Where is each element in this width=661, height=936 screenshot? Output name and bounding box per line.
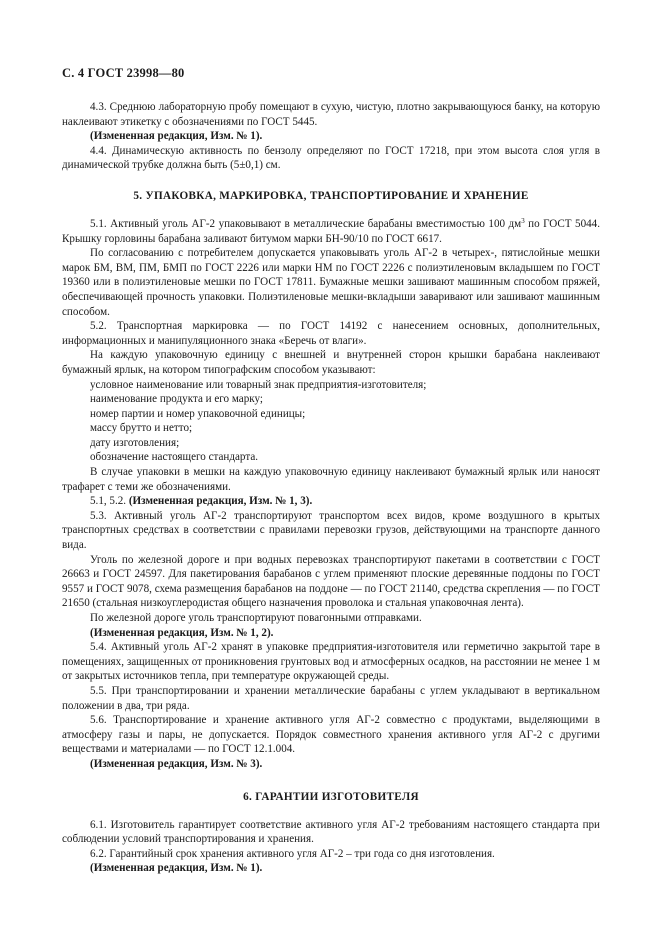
section-5-title: 5. УПАКОВКА, МАРКИРОВКА, ТРАНСПОРТИРОВАНИЕ И ХРАНЕНИЕ bbox=[133, 189, 529, 202]
running-head: С. 4 ГОСТ 23998—80 bbox=[62, 66, 185, 80]
amendment-note: (Измененная редакция, Изм. № 1, 3). bbox=[128, 495, 313, 508]
paragraph: 6.2. Гарантийный срок хранения активного угля АГ-2 – три года со дня изготовления. bbox=[90, 847, 495, 860]
paragraph: 5.5. При транспортировании и хранении металлические барабаны с углем укладывают в вертикальном положении в два, три ряда. bbox=[62, 684, 600, 712]
paragraph-ref-5-1-5-2 bbox=[62, 494, 600, 509]
label-list-item: номер партии и номер упаковочной единицы; bbox=[90, 407, 306, 420]
label-list-item: обозначение настоящего стандарта. bbox=[90, 451, 259, 464]
paragraph: 5.3. Активный уголь АГ-2 транспортируют транспортом всех видов, кроме воздушного в крытых транспортных средствах в соответствии с правилами перевозки грузов, действующими на транспорте данного вида. bbox=[62, 509, 600, 552]
amendment-note: (Измененная редакция, Изм. № 3). bbox=[90, 757, 263, 770]
paragraph-bag-labels: В случае упаковки в мешки на каждую упаковочную единицу наклеивают бумажный ярлык или наносят трафарет с теми же обозначениями. bbox=[62, 466, 600, 493]
label-list-item: условное наименование или товарный знак предприятия-изготовителя; bbox=[90, 378, 427, 391]
ref-prefix: 5.1, 5.2. bbox=[90, 495, 129, 508]
amendment-note: (Измененная редакция, Изм. № 1, 2). bbox=[90, 626, 274, 639]
paragraph: 5.4. Активный уголь АГ-2 хранят в упаковке предприятия-изготовителя или герметично закрытой таре в помещениях, защищенных от проникновения грунтовых вод и атмосферных осадков, на расстоянии не менее 1 м от закрытых источников тепла, при температуре окружающей среды. bbox=[62, 641, 600, 683]
section-6-body bbox=[62, 818, 600, 876]
paragraph-4-3: 4.3. Среднюю лабораторную пробу помещают в сухую, чистую, плотно закрывающуюся банку, на которую наклеивают этикетку с обозначениями по ГОСТ 5445. bbox=[62, 101, 600, 128]
paragraph-bags: По согласованию с потребителем допускается упаковывать уголь АГ-2 в четырех-, пятислойные мешки марок БМ, ВМ, ПМ, БМП по ГОСТ 2226 или марки НМ по ГОСТ 2226 с полиэтиленовым вкладышем по ГОСТ 19360 или в полиэтиленовые мешки по ГОСТ 17811. Бумажные мешки зашивают машинным способом пряжей, обеспечивающей прочность упаковки. Полиэтиленовые мешки-вкладыши заваривают или зашивают машинным способом. bbox=[62, 247, 600, 318]
label-list-item: наименование продукта и его марку; bbox=[90, 393, 263, 406]
label-list-item: массу брутто и нетто; bbox=[90, 422, 193, 435]
paragraph-4-4: 4.4. Динамическую активность по бензолу определяют по ГОСТ 17218, при этом высота слоя угля в динамической трубке должна быть (5±0,1) см. bbox=[62, 144, 600, 172]
paragraph-5-1 bbox=[62, 217, 600, 246]
document-page bbox=[62, 66, 600, 876]
paragraph-5-2: 5.2. Транспортная маркировка — по ГОСТ 14192 с нанесением основных, дополнительных, информационных и манипуляционного знака «Беречь от влаги». bbox=[62, 320, 600, 347]
label-list-item: дату изготовления; bbox=[90, 436, 180, 449]
section-6-title: 6. ГАРАНТИИ ИЗГОТОВИТЕЛЯ bbox=[243, 790, 419, 803]
amendment-note: (Измененная редакция, Изм. № 1). bbox=[90, 862, 263, 875]
paragraph-5-1-text-a: 5.1. Активный уголь АГ-2 упаковывают в металлические барабаны вместимостью 100 дм bbox=[90, 217, 522, 230]
paragraph: 5.6. Транспортирование и хранение активного угля АГ-2 совместно с продуктами, выделяющими в атмосферу газы и пары, не допускается. Порядок совместного хранения активного угля АГ-2 с другими веществами и материалами — по ГОСТ 12.1.004. bbox=[62, 714, 600, 756]
cubic-superscript: 3 bbox=[521, 216, 525, 225]
paragraph: 6.1. Изготовитель гарантирует соответствие активного угля АГ-2 требованиям настоящего стандарта при соблюдении условий транспортирования и хранения. bbox=[62, 818, 600, 846]
paragraph: По железной дороге уголь транспортируют повагонными отправками. bbox=[90, 612, 422, 624]
paragraph-5-1-text-b: по ГОСТ 5044. Крышку горловины барабана заливают битумом марки БН-90/10 по ГОСТ 6617. bbox=[62, 217, 600, 245]
amendment-note: (Измененная редакция, Изм. № 1). bbox=[90, 130, 263, 143]
paragraph: Уголь по железной дороге и при водных перевозках транспортируют пакетами в соответствии с ГОСТ 26663 и ГОСТ 24597. Для пакетирования барабанов с углем применяют плоские деревянные поддоны по ГОСТ 9557 и ГОСТ 9078, схема размещения барабанов на поддоне — по ГОСТ 21140, средства скрепления — по ГОСТ 21650 (стальная низкоуглеродистая общего назначения проволока и стальная упаковочная лента). bbox=[62, 553, 600, 610]
section-5-body bbox=[62, 509, 600, 772]
paragraph-label: На каждую упаковочную единицу с внешней и внутренней сторон крышки барабана наклеивают бумажный ярлык, на котором типографским способом указывают: bbox=[62, 349, 600, 376]
